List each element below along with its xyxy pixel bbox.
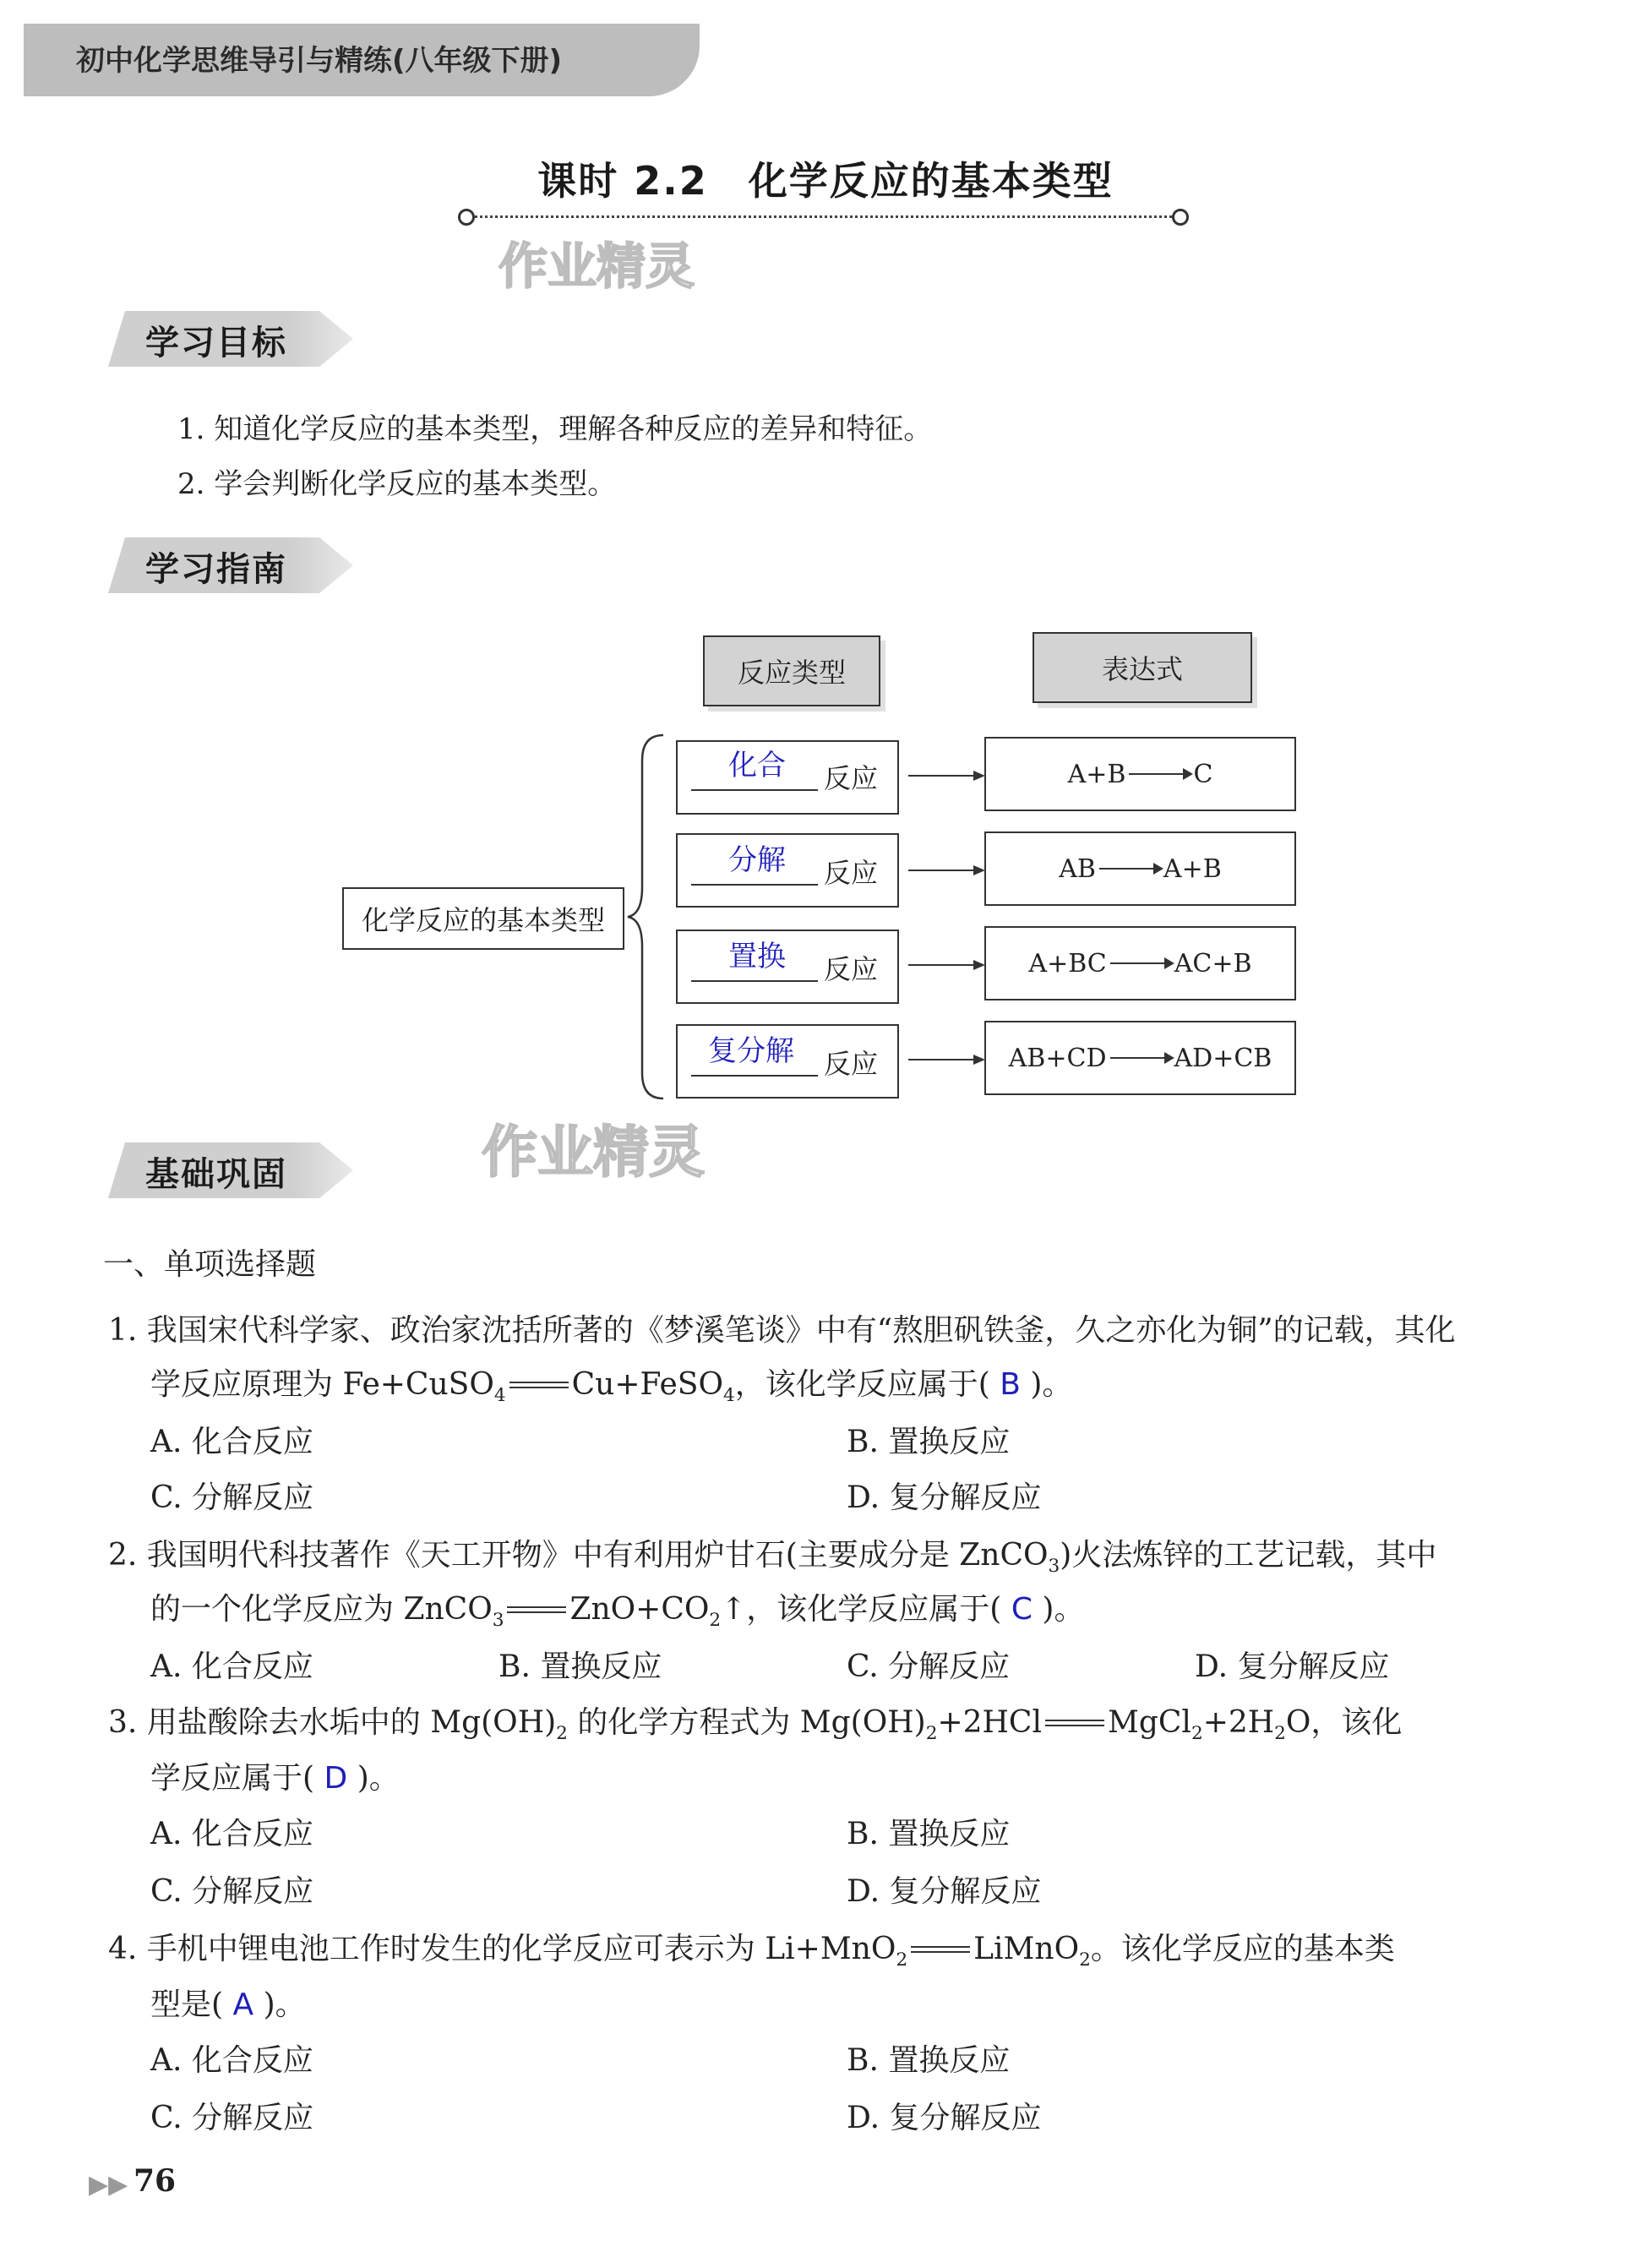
- q2-option-b: B. 置换反应: [499, 1649, 662, 1684]
- question-2-line-2: [150, 1585, 1084, 1631]
- q3-sub: 2: [1191, 1723, 1203, 1745]
- q2-option-d: D. 复分解反应: [1195, 1649, 1390, 1684]
- q1-close: )。: [1030, 1367, 1073, 1402]
- arrow-line: [908, 775, 974, 777]
- q1-option-a: A. 化合反应: [150, 1425, 313, 1459]
- arrow-head: [973, 771, 985, 781]
- arrow-line: [908, 870, 974, 871]
- type-suffix: 反应: [824, 857, 879, 889]
- formula-box: [984, 737, 1296, 811]
- question-4-line-1: [108, 1925, 1395, 1971]
- q3-option-c: C. 分解反应: [150, 1874, 314, 1909]
- type-answer: 化合: [728, 749, 786, 782]
- answer-blank: [691, 980, 818, 982]
- arrow-head: [973, 1055, 985, 1065]
- root-box: [342, 887, 624, 950]
- q4-text: 4. 手机中锂电池工作时发生的化学反应可表示为 Li+MnO: [108, 1932, 896, 1966]
- question-2-line-1: [108, 1531, 1436, 1577]
- q3-text: O，该化: [1285, 1705, 1403, 1740]
- q1-option-d: D. 复分解反应: [847, 1480, 1042, 1515]
- q4-text: 。该化学反应的基本类: [1090, 1932, 1395, 1966]
- answer-q4: A: [232, 1987, 254, 2022]
- formula-arrow: [1099, 868, 1160, 870]
- arrow-head: [973, 865, 985, 875]
- q2-sub: 2: [709, 1610, 722, 1632]
- q3-option-d: D. 复分解反应: [847, 1874, 1042, 1909]
- q2-text: 2. 我国明代科技著作《天工开物》中有利用炉甘石(主要成分是 ZnCO: [108, 1538, 1049, 1573]
- col-header-type-label: 反应类型: [737, 657, 846, 689]
- q2-sub: 3: [1048, 1556, 1060, 1578]
- q3-text: 的化学方程式为 Mg(OH): [567, 1705, 926, 1740]
- q1-text: ，该化学反应属于(: [734, 1367, 990, 1402]
- q4-option-d: D. 复分解反应: [847, 2101, 1042, 2135]
- answer-blank: [691, 1075, 818, 1077]
- arrow-head: [973, 960, 985, 970]
- col-header-expr: [1033, 632, 1252, 703]
- formula-arrow: [1129, 773, 1190, 775]
- q1-sub: 4: [493, 1385, 506, 1407]
- formula-left: AB: [1059, 853, 1096, 884]
- q1-option-c: C. 分解反应: [150, 1480, 314, 1515]
- q3-text: 学反应属于(: [150, 1761, 315, 1796]
- formula-left: A+B: [1067, 759, 1126, 789]
- type-suffix: 反应: [824, 953, 879, 985]
- arrow-line: [908, 1059, 974, 1060]
- q1-text: 学反应原理为 Fe+CuSO: [150, 1367, 494, 1402]
- answer-q1: B: [1000, 1367, 1021, 1402]
- formula-right: C: [1193, 759, 1213, 789]
- q4-text: 型是(: [150, 1987, 224, 2022]
- question-4-line-2: [150, 1981, 306, 2024]
- lesson-title: 课时 2.2 化学反应的基本类型: [537, 158, 1114, 204]
- type-answer: 置换: [728, 940, 786, 973]
- q2-text: 的一个化学反应为 ZnCO: [150, 1592, 493, 1627]
- q2-option-c: C. 分解反应: [847, 1649, 1011, 1684]
- q2-text: ↑，该化学反应属于(: [721, 1592, 1002, 1627]
- q4-text: LiMnO: [973, 1932, 1080, 1966]
- q4-option-c: C. 分解反应: [150, 2101, 314, 2135]
- col-header-expr-label: 表达式: [1101, 653, 1183, 685]
- equals-sign: [1045, 1720, 1104, 1726]
- watermark: 作业精灵: [499, 237, 695, 295]
- formula-arrow: [1110, 962, 1171, 964]
- equals-sign: [509, 1382, 569, 1388]
- formula-right: A+B: [1163, 853, 1222, 884]
- guide-title: 学习指南: [145, 550, 287, 589]
- q2-close: )。: [1042, 1592, 1085, 1627]
- rule-dot-left: [458, 209, 475, 226]
- answer-q2: C: [1011, 1592, 1033, 1627]
- brace: [621, 727, 672, 1107]
- q3-text: 3. 用盐酸除去水垢中的 Mg(OH): [108, 1705, 557, 1740]
- formula-left: AB+CD: [1008, 1043, 1107, 1073]
- question-3-line-2: [150, 1754, 400, 1797]
- watermark: 作业精灵: [482, 1120, 705, 1185]
- objective-item: 1. 知道化学反应的基本类型，理解各种反应的差异和特征。: [177, 412, 933, 446]
- question-3-line-1: [108, 1698, 1402, 1744]
- page-number: 76: [133, 2163, 177, 2199]
- equals-sign: [507, 1606, 566, 1613]
- q3-sub: 2: [1274, 1723, 1286, 1745]
- root-label: 化学反应的基本类型: [361, 904, 605, 936]
- formula-box: [984, 926, 1296, 1000]
- objectives-title: 学习目标: [145, 324, 287, 363]
- page-arrows-icon: ▶▶: [89, 2170, 128, 2200]
- formula-box: [984, 1021, 1296, 1095]
- section-heading: 一、单项选择题: [103, 1247, 317, 1282]
- answer-blank: [691, 789, 818, 791]
- q1-sub: 4: [722, 1385, 735, 1407]
- q4-sub: 2: [896, 1949, 908, 1971]
- type-suffix: 反应: [824, 1048, 879, 1080]
- q4-close: )。: [263, 1987, 306, 2022]
- formula-left: A+BC: [1028, 948, 1107, 979]
- answer-blank: [691, 884, 818, 886]
- q3-close: )。: [357, 1761, 400, 1796]
- formula-right: AD+CB: [1174, 1043, 1272, 1073]
- type-suffix: 反应: [824, 762, 879, 794]
- q3-text: MgCl: [1107, 1705, 1191, 1740]
- q3-option-a: A. 化合反应: [150, 1817, 313, 1851]
- q3-sub: 2: [556, 1723, 568, 1745]
- q4-option-b: B. 置换反应: [847, 2043, 1011, 2078]
- q1-option-b: B. 置换反应: [847, 1425, 1011, 1459]
- basics-title: 基础巩固: [145, 1155, 287, 1194]
- type-answer: 复分解: [708, 1034, 794, 1068]
- q1-text: Cu+FeSO: [571, 1367, 723, 1402]
- col-header-type: [703, 635, 880, 706]
- rule-dot-right: [1172, 209, 1189, 226]
- formula-arrow: [1110, 1057, 1171, 1059]
- formula-box: [984, 831, 1296, 906]
- q4-option-a: A. 化合反应: [150, 2043, 313, 2078]
- q4-sub: 2: [1079, 1949, 1091, 1971]
- q3-text: +2H: [1202, 1705, 1275, 1740]
- equals-sign: [911, 1946, 970, 1953]
- formula-right: AC+B: [1174, 948, 1252, 979]
- question-1-line-2: [150, 1360, 1072, 1406]
- book-title: 初中化学思维导引与精练(八年级下册): [76, 44, 563, 78]
- q2-text: )火法炼锌的工艺记载，其中: [1060, 1538, 1437, 1573]
- q3-option-b: B. 置换反应: [847, 1817, 1011, 1851]
- q2-sub: 3: [492, 1610, 504, 1632]
- q3-text: +2HCl: [937, 1705, 1042, 1740]
- q3-sub: 2: [925, 1723, 938, 1745]
- q2-option-a: A. 化合反应: [150, 1649, 313, 1684]
- title-rule: [469, 215, 1183, 218]
- answer-q3: D: [324, 1761, 348, 1796]
- arrow-line: [908, 964, 974, 966]
- objective-item: 2. 学会判断化学反应的基本类型。: [177, 467, 617, 501]
- question-1-line-1: 1. 我国宋代科学家、政治家沈括所著的《梦溪笔谈》中有“熬胆矾铁釜，久之亦化为铜”的记载，其化: [108, 1313, 1456, 1348]
- type-answer: 分解: [728, 843, 786, 877]
- q2-text: ZnO+CO: [569, 1592, 710, 1627]
